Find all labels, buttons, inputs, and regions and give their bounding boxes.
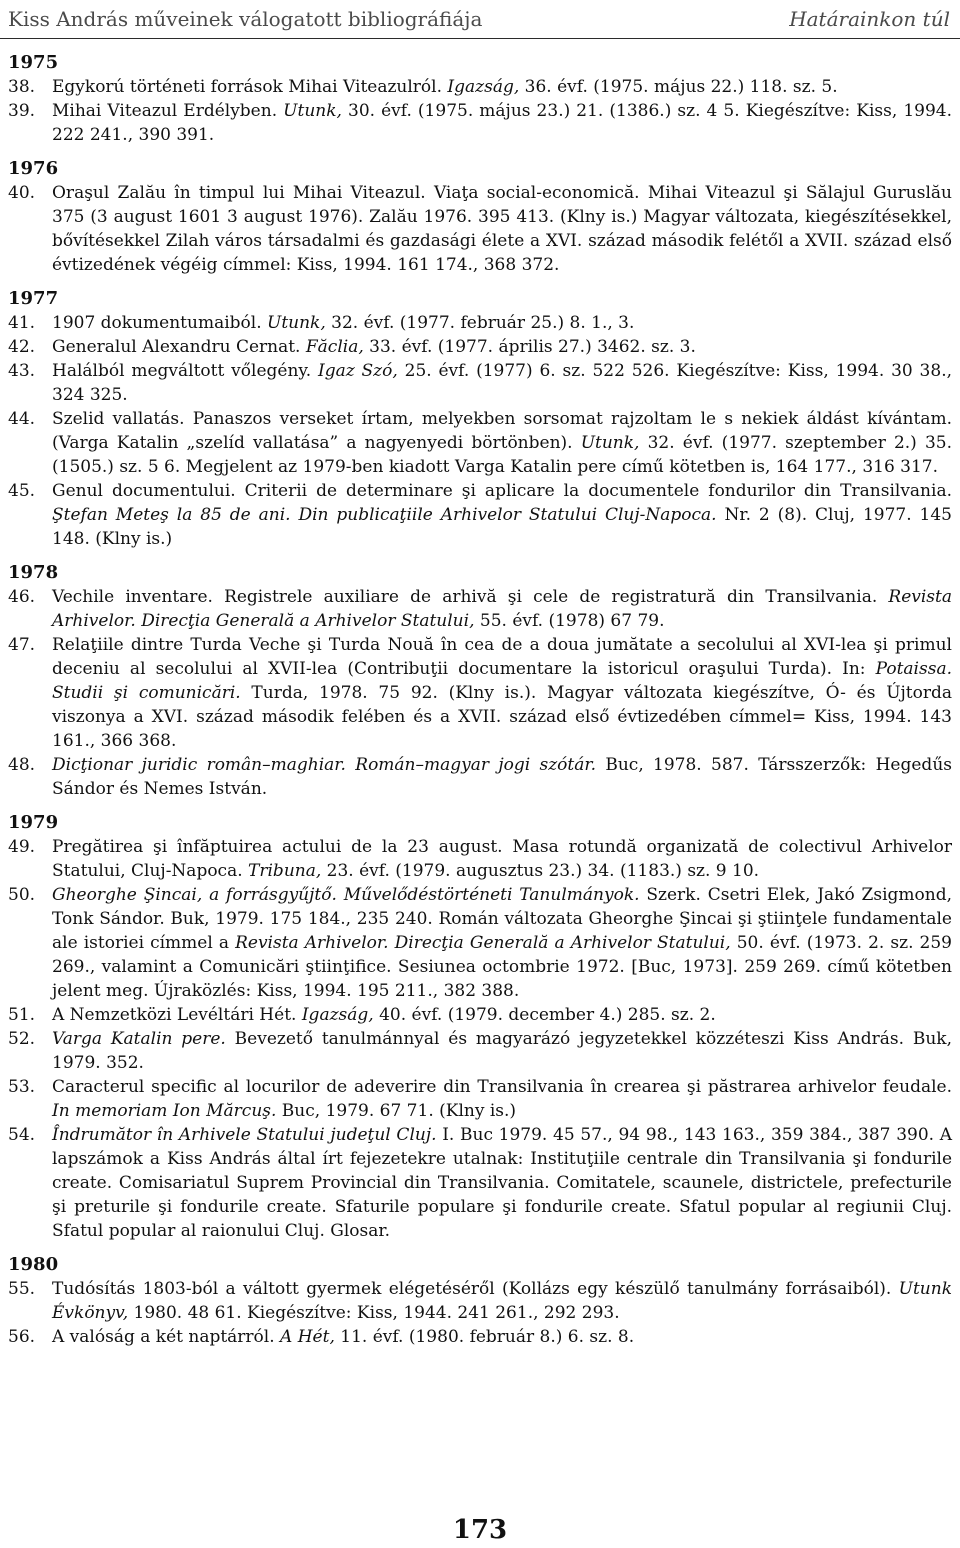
bibliography-entry: [8, 1075, 952, 1123]
entry-segment: Bevezető tanulmánnyal és magyarázó jegyzetekkel közzéteszi Kiss András. Buk, 1979. 352.: [52, 1029, 952, 1073]
bibliography-entry: [8, 75, 952, 99]
entry-number: 49.: [8, 837, 36, 857]
entry-segment: Relaţiile dintre Turda Veche şi Turda Nouă în cea de a doua jumătate a secolului al XVI-lea şi primul deceniu al secolului al XVII-lea (Contribuţii documentare la istoricul oraşului Turda). In:: [52, 635, 952, 679]
bibliography-entry: [8, 311, 952, 335]
entry-italic-segment: A Hét,: [280, 1327, 335, 1347]
entry-number: 45.: [8, 481, 36, 501]
entry-segment: Buc, 1978. 587. Társszerzők: Hegedűs Sándor és Nemes István.: [52, 755, 952, 799]
bibliography-entry: [8, 407, 952, 479]
bibliography-entry: [8, 1277, 952, 1325]
entry-italic-segment: Potaissa. Studii şi comunicări.: [52, 659, 952, 703]
entry-segment: 33. évf. (1977. április 27.) 3462. sz. 3.: [363, 337, 696, 357]
entry-number: 46.: [8, 587, 36, 607]
entry-number: 38.: [8, 77, 36, 97]
bibliography-entry: [8, 335, 952, 359]
entry-text: [52, 335, 952, 359]
entry-italic-segment: Ştefan Meteş la 85 de ani. Din publicaţiile Arhivelor Statului Cluj-Napoca.: [52, 505, 717, 525]
entry-text: [52, 99, 952, 147]
entry-segment: 40. évf. (1979. december 4.) 285. sz. 2.: [373, 1005, 716, 1025]
entry-number: 44.: [8, 409, 36, 429]
entry-italic-segment: Revista Arhivelor. Direcţia Generală a Arhivelor Statului,: [52, 587, 952, 631]
entry-italic-segment: Dicţionar juridic român–maghiar. Román–magyar jogi szótár.: [52, 755, 597, 775]
entry-number: 41.: [8, 313, 36, 333]
entry-segment: Szelid vallatás. Panaszos verseket írtam, melyekben sorsomat rajzoltam le s nekiek áldást kívántam. (Varga Katalin „szelíd vallatása” a nagyenyedi börtönben).: [52, 409, 952, 453]
entry-text: [52, 311, 952, 335]
entry-number: 51.: [8, 1005, 36, 1025]
bibliography-entry: [8, 883, 952, 1003]
entry-segment: 55. évf. (1978) 67 79.: [474, 611, 665, 631]
entry-text: [52, 753, 952, 801]
bibliography-content: [0, 39, 960, 1349]
page-number: 173: [452, 1515, 508, 1545]
entry-text: [52, 181, 952, 277]
entry-segment: 32. évf. (1977. szeptember 2.) 35. (1505.) sz. 5 6. Megjelent az 1979-ben kiadott Varga Katalin pere című kötetben is, 164 177., 316 317.: [52, 433, 952, 477]
entry-text: [52, 407, 952, 479]
header-chapter-title: Határainkon túl: [789, 7, 950, 31]
entry-text: [52, 585, 952, 633]
bibliography-entry: [8, 479, 952, 551]
entry-number: 50.: [8, 885, 36, 905]
bibliography-entry: [8, 835, 952, 883]
entry-italic-segment: Gheorghe Şincai, a forrásgyűjtő. Művelődéstörténeti Tanulmányok.: [52, 885, 640, 905]
entry-segment: Mihai Viteazul Erdélyben.: [52, 101, 284, 121]
entry-segment: Vechile inventare. Registrele auxiliare de arhivă şi cele de registratură din Transilvania.: [52, 587, 889, 607]
entry-segment: 11. évf. (1980. február 8.) 6. sz. 8.: [334, 1327, 635, 1347]
bibliography-entry: [8, 585, 952, 633]
entry-italic-segment: Utunk Évkönyv,: [52, 1279, 952, 1323]
entry-italic-segment: Revista Arhivelor. Direcţia Generală a Arhivelor Statului,: [235, 933, 731, 953]
entry-italic-segment: Varga Katalin pere.: [52, 1029, 226, 1049]
entry-segment: Oraşul Zalău în timpul lui Mihai Viteazul. Viaţa social-economică. Mihai Viteazul şi Sălajul Guruslău 375 (3 august 1601 3 august 1976). Zalău 1976. 395 413. (Klny is.) Magyar változata, kiegészítésekkel, bővítésekkel Zilah város társadalmi és gazdasági élete a XVI. század második felétől a XVII. század első évtizedének végéig címmel: Kiss, 1994. 161 174., 368 372.: [52, 183, 952, 275]
entry-segment: 1907 dokumentumaiból.: [52, 313, 267, 333]
entry-segment: A Nemzetközi Levéltári Hét.: [52, 1005, 302, 1025]
entry-text: [52, 1325, 952, 1349]
entry-italic-segment: Utunk,: [267, 313, 326, 333]
entry-italic-segment: Îndrumător în Arhivele Statului judeţul Cluj.: [52, 1125, 437, 1145]
bibliography-entry: [8, 1325, 952, 1349]
entry-text: [52, 75, 952, 99]
entry-segment: 32. évf. (1977. február 25.) 8. 1., 3.: [325, 313, 635, 333]
entry-number: 56.: [8, 1327, 36, 1347]
entry-segment: Turda, 1978. 75 92. (Klny is.). Magyar változata kiegészítve, Ó- és Újtorda viszonya a XVI. század második felében és a XVII. század első évtizedében címmel= Kiss, 1994. 143 161., 366 368.: [52, 683, 952, 751]
bibliography-entry: [8, 181, 952, 277]
entry-italic-segment: In memoriam Ion Mărcuş.: [52, 1101, 277, 1121]
year-heading: 1978: [8, 562, 59, 583]
entry-italic-segment: Făclia,: [305, 337, 364, 357]
year-heading: 1975: [8, 52, 59, 73]
entry-segment: Pregătirea şi înfăptuirea actului de la 23 august. Masa rotundă organizată de colectivul Arhivelor Statului, Cluj-Napoca.: [52, 837, 952, 881]
bibliography-entry: [8, 1027, 952, 1075]
entry-segment: Generalul Alexandru Cernat.: [52, 337, 306, 357]
entry-segment: A valóság a két naptárról.: [52, 1327, 281, 1347]
entry-text: [52, 633, 952, 753]
entry-number: 42.: [8, 337, 36, 357]
running-header: [0, 0, 960, 39]
year-heading: 1976: [8, 158, 59, 179]
entry-segment: 30. évf. (1975. május 23.) 21. (1386.) sz. 4 5. Kiegészítve: Kiss, 1994. 222 241., 390 391.: [52, 101, 952, 145]
entry-number: 55.: [8, 1279, 36, 1299]
year-heading: 1979: [8, 812, 59, 833]
entry-segment: 36. évf. (1975. május 22.) 118. sz. 5.: [519, 77, 838, 97]
entry-text: [52, 883, 952, 1003]
entry-number: 52.: [8, 1029, 36, 1049]
entry-number: 40.: [8, 183, 36, 203]
entry-italic-segment: Igazság,: [447, 77, 520, 97]
entry-italic-segment: Utunk,: [580, 433, 640, 453]
entry-italic-segment: Igazság,: [301, 1005, 374, 1025]
entry-segment: Halálból megváltott vőlegény.: [52, 361, 318, 381]
entry-segment: Genul documentului. Criterii de determinare şi aplicare la documentele fondurilor din Transilvania.: [52, 481, 952, 501]
entry-number: 54.: [8, 1125, 36, 1145]
entry-segment: Caracterul specific al locurilor de adeverire din Transilvania în crearea şi păstrarea arhivelor feudale.: [52, 1077, 952, 1097]
bibliography-entry: [8, 359, 952, 407]
entry-italic-segment: Igaz Szó,: [318, 361, 398, 381]
entry-segment: Buc, 1979. 67 71. (Klny is.): [276, 1101, 517, 1121]
entry-text: [52, 1123, 952, 1243]
entry-text: [52, 1003, 952, 1027]
entry-text: [52, 835, 952, 883]
entry-segment: 1980. 48 61. Kiegészítve: Kiss, 1944. 241 261., 292 293.: [128, 1303, 620, 1323]
entry-segment: Tudósítás 1803-ból a váltott gyermek elégetéséről (Kollázs egy készülő tanulmány forrásaiból).: [52, 1279, 899, 1299]
entry-number: 47.: [8, 635, 36, 655]
entry-segment: 25. évf. (1977) 6. sz. 522 526. Kiegészítve: Kiss, 1994. 30 38., 324 325.: [52, 361, 952, 405]
year-heading: 1980: [8, 1254, 59, 1275]
bibliography-entry: [8, 753, 952, 801]
bibliography-entry: [8, 1123, 952, 1243]
entry-segment: Szerk. Csetri Elek, Jakó Zsigmond, Tonk Sándor. Buk, 1979. 175 184., 235 240. Román változata Gheorghe Şincai şi ştiinţele fundamentale ale istoriei címmel a: [52, 885, 952, 953]
entry-number: 48.: [8, 755, 36, 775]
entry-italic-segment: Tribuna,: [248, 861, 322, 881]
entry-text: [52, 479, 952, 551]
entry-segment: Nr. 2 (8). Cluj, 1977. 145 148. (Klny is.): [52, 505, 952, 549]
entry-number: 43.: [8, 361, 36, 381]
entry-text: [52, 359, 952, 407]
entry-text: [52, 1075, 952, 1123]
entry-segment: Egykorú történeti források Mihai Viteazulról.: [52, 77, 448, 97]
entry-italic-segment: Utunk,: [283, 101, 342, 121]
entry-number: 39.: [8, 101, 36, 121]
entry-text: [52, 1277, 952, 1325]
bibliography-entry: [8, 99, 952, 147]
bibliography-entry: [8, 633, 952, 753]
bibliography-entry: [8, 1003, 952, 1027]
entry-text: [52, 1027, 952, 1075]
entry-number: 53.: [8, 1077, 36, 1097]
entry-segment: 23. évf. (1979. augusztus 23.) 34. (1183.) sz. 9 10.: [321, 861, 760, 881]
header-book-title: Kiss András műveinek válogatott bibliográfiája: [8, 7, 483, 31]
entry-segment: I. Buc 1979. 45 57., 94 98., 143 163., 359 384., 387 390. A lapszámok a Kiss András által írt fejezetekre utalnak: Instituţiile centrale din Transilvania şi fondurile create. Comisariatul Suprem Provincial din Transilvania. Comitatele, scaunele, districtele, prefecturile şi preturile şi fondurile create. Sfaturile populare şi fondurile create. Sfatul popular al regiunii Cluj. Sfatul popular al raionului Cluj. Glosar.: [52, 1125, 953, 1241]
year-heading: 1977: [8, 288, 59, 309]
entry-segment: 50. évf. (1973. 2. sz. 259 269., valamint a Comunicări ştiinţifice. Sesiunea octombrie 1972. [Buc, 1973]. 259 269. című kötetben jelent meg. Újraközlés: Kiss, 1994. 195 211., 382 388.: [52, 933, 952, 1001]
